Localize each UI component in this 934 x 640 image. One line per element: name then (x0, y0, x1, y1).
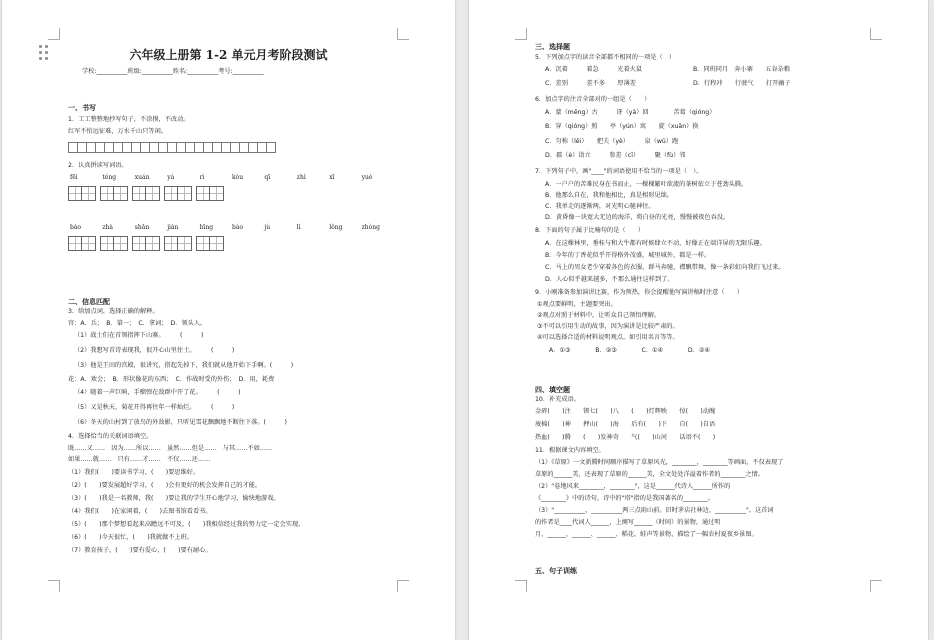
question-line: （1）我们( )要读书学习，( )要思维好。 (68, 469, 200, 476)
pinyin-label: báo (232, 224, 244, 231)
pinyin-row (68, 174, 388, 182)
options-line: 官：A．兵； B．第一； C．拿词； D．领头人。 (68, 320, 207, 327)
section-title: 四、填空题 (535, 386, 570, 394)
option-c: C．匀称（lěi） 把夫（yè） 泉（wū）跑 (545, 138, 679, 145)
document-page-1 (2, 0, 455, 640)
question-text: 7．下列句子中，画"____"的词语使用不恰当的一项是（ ）。 (535, 168, 703, 175)
tian-cell[interactable] (178, 187, 191, 200)
tian-cell[interactable] (165, 237, 178, 250)
tian-cell[interactable] (101, 237, 114, 250)
tian-grid-row (68, 186, 224, 201)
tian-cell[interactable] (114, 237, 127, 250)
tian-grid-row (68, 236, 224, 251)
pinyin-label: xuán (134, 174, 150, 181)
page-title: 六年级上册第 1-2 单元月考阶段测试 (129, 48, 328, 62)
fill-line: （3）"__________，__________两三点雨山前。旧时茅店社林边，__________"。这首词 (535, 507, 774, 514)
section-title: 三、选择题 (535, 43, 570, 51)
option-d: D．黄昏像一块宽大无边的海洋，将白昼的光亮，慢慢被夜色吞没。 (545, 214, 730, 221)
tian-grid-pair[interactable] (196, 186, 224, 201)
pinyin-label: zhòng (361, 224, 380, 231)
page-corner-mark (515, 28, 527, 40)
statement-line: ①观点要鲜明，主题要突出。 (537, 301, 617, 308)
word-bank: 既……又…… 因为……所以…… 虽然……但是…… 与其……不如…… (68, 445, 273, 452)
page-corner-mark (515, 580, 527, 592)
tian-grid-pair[interactable] (100, 236, 128, 251)
question-text: 4．选择恰当的关联词语填空。 (68, 433, 153, 440)
question-line: （5）( )那个梦想看起来高瞻远不可及，( )我相信经过我的努力定一定会实现。 (68, 521, 305, 528)
tian-cell[interactable] (69, 237, 82, 250)
tian-cell[interactable] (101, 187, 114, 200)
question-line: （6）( )今天很忙，( )我就做不上班。 (68, 534, 193, 541)
pinyin-label: bào (70, 224, 82, 231)
section-title: 一、书写 (68, 104, 96, 112)
tian-cell[interactable] (178, 237, 191, 250)
statement-line: ②观点对照于材料中，让听众自己领悟理解。 (537, 312, 661, 319)
tian-cell[interactable] (82, 237, 95, 250)
tian-grid-pair[interactable] (100, 186, 128, 201)
pinyin-label: qī (264, 174, 271, 181)
tian-cell[interactable] (197, 237, 210, 250)
pinyin-label: yuè (361, 174, 373, 181)
option-a: A．蒙（mēng）古 讶（yà）回 苦葛（qióng） (545, 109, 716, 116)
tian-cell[interactable] (133, 187, 146, 200)
options-line: A．①③ B．②③ C．①④ D．②④ (549, 347, 710, 354)
question-text: 11．根据课文内容填空。 (535, 447, 605, 454)
fill-line: 月、______、______、______、稻花、蛙声等景物，描绘了一幅农村夏夜乡景图。 (535, 531, 758, 538)
pinyin-label: lì (296, 224, 301, 231)
fill-line: 草原的______美，还表现了草原的______美，全文处处洋溢着作者的________之情。 (535, 471, 764, 478)
question-text: 9．小刚准备参加演讲比赛，作为预热，你会提醒他写演讲稿时注意（ ） (535, 289, 744, 296)
pinyin-label: bīng (199, 224, 214, 231)
pinyin-label: zhì (296, 174, 306, 181)
pinyin-label: jiàn (167, 224, 179, 231)
pinyin-label: zhà (102, 224, 113, 231)
question-line: （5）又是秋天，菊花开得再往年一样灿烂。 ( ) (74, 404, 235, 411)
question-text: 10．补充成语。 (535, 396, 580, 403)
copy-grid (69, 142, 276, 153)
tian-grid-pair[interactable] (68, 186, 96, 201)
pinyin-label: xī (329, 174, 335, 181)
tian-cell[interactable] (133, 237, 146, 250)
tian-grid-pair[interactable] (132, 186, 160, 201)
option-b: B．今年的丁香花似乎开得格外茂盛，城里城外，都是一样。 (545, 252, 711, 259)
option-d: D．郡（è）诣立 参差（cī） 聚（fù）邻 (545, 152, 686, 159)
question-line: （4）我们( )在家闲着，( )去图书馆看看书。 (68, 508, 212, 515)
tian-grid-pair[interactable] (164, 186, 192, 201)
section-title: 五、句子训练 (535, 567, 577, 575)
question-line: （2）我想写首诗表现我，很开心山里住士。 ( ) (74, 347, 235, 354)
page-corner-mark (397, 580, 409, 592)
option-b: B．穿（qióng）照 亭（yún）寓 旋（xuān）换 (545, 123, 699, 130)
pinyin-label: fēi (70, 174, 78, 181)
option-a: A．一户户的苦难民身在书而止，一棵棵繁叶欲流的茶树依立于苍劲头腾。 (545, 181, 748, 188)
idiom-row: 废棉( )神 押山( )海 后有( )下 自( )自语 (535, 421, 716, 428)
pinyin-row (68, 224, 388, 232)
question-text: 8．下面的句子属于比喻句的是（ ） (535, 227, 645, 234)
fill-line: （1）《草原》一文新腾时间顺序描写了草原风光，________，________等画面，不仅表现了 (535, 459, 784, 466)
option-c: C．马上的男女老少穿着各色的衣服，群马奔驰，襟飘带舞，像一条彩虹向我们飞过来。 (545, 264, 785, 271)
fill-line: 的作者是____代词人______，上阕写______（时间）的景物，通过明 (535, 519, 721, 526)
option-c: C．我单走的逐渐两，对光明心驰神往。 (545, 203, 655, 210)
tian-grid-pair[interactable] (196, 236, 224, 251)
tian-grid-pair[interactable] (68, 236, 96, 251)
question-line: （3）他是王田的宫殿，很讲究，搭起先掉下，我们就从他开始下手啊。( ) (74, 362, 294, 369)
statement-line: ④可以选择合适的材料说明观点，如引用名言等等。 (537, 334, 679, 341)
tian-grid-pair[interactable] (164, 236, 192, 251)
question-line: （7）教育孩子，( )要有爱心，( )要有耐心。 (68, 547, 212, 554)
fill-line: 《________》中的诗句，诗中的"塔"指的是我国著名的________。 (535, 495, 714, 502)
option-b: B．他那么自在，我和他相比，真是相形见绌。 (545, 192, 673, 199)
student-info-line: 学校:__________班级:__________姓名:__________考号:__________ (82, 68, 264, 75)
tian-cell[interactable] (69, 187, 82, 200)
question-line: （3）( )我是一名教师，我( )要让我的学生开心地学习，愉快地游戏。 (68, 495, 280, 502)
document-page-2 (469, 0, 928, 640)
page-corner-mark (48, 580, 60, 592)
statement-line: ③不可以引用生动的故事，因为演讲是比较严肃的。 (537, 323, 679, 330)
option-c: C．差别 差不多 厚薄差 (545, 80, 636, 87)
tian-cell[interactable] (210, 237, 223, 250)
question-text: 6．加点字的注音全部对的一组是（ ） (535, 96, 651, 103)
option-a: A．在这棵林里，垂桂与和大牛都有时候肆立不动，好像正在端详屏的无限乐趣。 (545, 240, 766, 247)
tian-cell[interactable] (114, 187, 127, 200)
options-line: 花：A．欢会； B．形状像花的东西； C．作战时受的外伤； D．用，耗费 (68, 376, 275, 383)
pinyin-label: shǎn (134, 224, 150, 231)
tian-cell[interactable] (210, 187, 223, 200)
pinyin-label: jù (264, 224, 271, 231)
question-text: 3．给加点词，选择正确的解释。 (68, 308, 159, 315)
question-line: （6）冬天的山村到了放鸟的外敌影，只听见雪花飘飘地不断往下落。( ) (74, 419, 287, 426)
idiom-row: 金碎( )注 锲七( )八 ( )灯辉映 惊( )动魄 (535, 408, 716, 415)
question-line: （4）随着一声巨响，手榴弹在敌群中开了花。 ( ) (74, 389, 241, 396)
question-text: 2．认真拼读写词语。 (68, 162, 128, 169)
page-corner-mark (48, 28, 60, 40)
question-line: （2）( )要发展超好学习，( )会有更好的机会发挥自己的才能。 (68, 482, 262, 489)
tian-cell[interactable] (146, 187, 159, 200)
copy-sentence: 红军不怕远征难，万水千山只等闲。 (68, 128, 167, 135)
question-text: 1．工工整整地抄写句子，不涂摸，不改动。 (68, 116, 190, 123)
page-corner-mark (870, 580, 882, 592)
idiom-row: 热血( )腾 ( )发神奇 气( )山河 话语不( ) (535, 434, 716, 441)
pinyin-label: rì (199, 174, 205, 181)
question-text: 5．下列加点字的读音全部都不相同的一项是（ ） (535, 54, 676, 61)
writing-box (266, 142, 276, 153)
option-a: A．沉着 着急 光着火鼠 (545, 66, 643, 73)
fill-line: （2）"卷地风来________，________"，这是______代诗人______所作的 (535, 483, 731, 490)
tian-cell[interactable] (197, 187, 210, 200)
tian-cell[interactable] (82, 187, 95, 200)
question-line: （1）战士们在首领指挥下山寨。 ( ) (74, 332, 204, 339)
option-d: D．行程冲 行驶气 打开幽子 (693, 80, 791, 87)
section-title: 二、信息匹配 (68, 298, 110, 306)
tian-grid-pair[interactable] (132, 236, 160, 251)
option-d: D．人心似乎越来越多，不那么通往这样到了。 (545, 276, 674, 283)
pinyin-label: yá (167, 174, 175, 181)
pinyin-label: lǒng (329, 224, 343, 231)
word-bank: 如果……就…… 只有……才…… 不仅……还…… (68, 456, 211, 463)
page-corner-mark (397, 28, 409, 40)
tian-cell[interactable] (165, 187, 178, 200)
option-b: B．同班同月 奔小寨 五谷杂粮 (693, 66, 791, 73)
page-corner-mark (870, 28, 882, 40)
tian-cell[interactable] (146, 237, 159, 250)
pinyin-label: kòu (232, 174, 244, 181)
pinyin-label: téng (102, 174, 117, 181)
